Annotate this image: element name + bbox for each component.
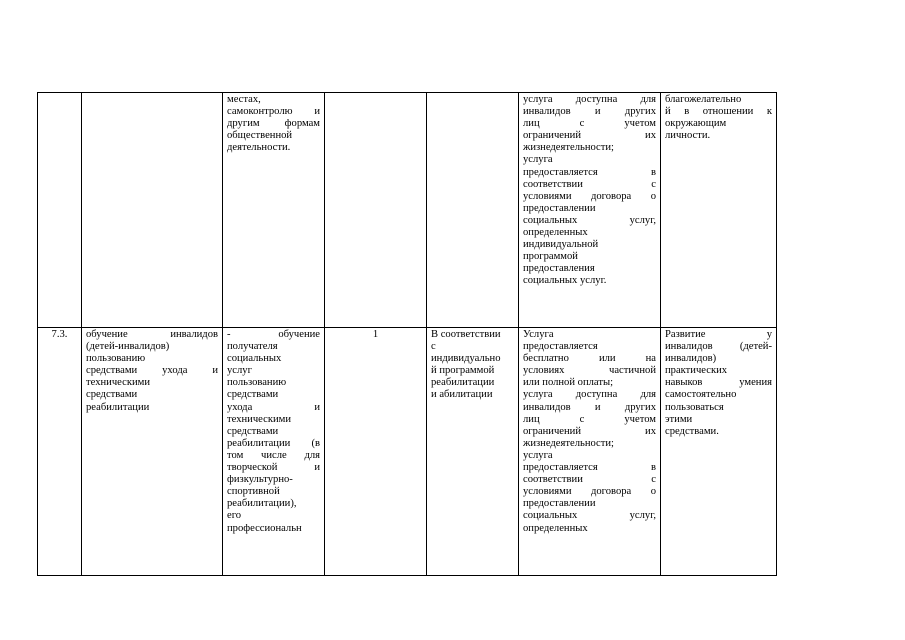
- cell-volume: 1: [325, 328, 427, 576]
- cell-service-content: - обучение получателя социальных услуг пользованию средствами ухода и техническими средствами реабилитации (в том числе для творческой и физкультурно- спортивной реабилитации), его профессиональн: [223, 328, 325, 576]
- table-row: [38, 93, 777, 328]
- cell-service-name: обучение инвалидов (детей-инвалидов) пользованию средствами ухода и техническими средствами реабилитации: [82, 328, 223, 576]
- cell-period: В соответствии с индивидуально й программой реабилитации и абилитации: [427, 328, 519, 576]
- cell-conditions: услуга доступна для инвалидов и других лиц с учетом ограничений их жизнедеятельности; услуга предоставляется в соответствии с условиями договора о предоставлении социальных услуг, определенных индивидуальной программой предоставления социальных услуг.: [519, 93, 661, 328]
- cell-result: Развитие у инвалидов (детей- инвалидов) практических навыков умения самостоятельно пользоваться этими средствами.: [661, 328, 777, 576]
- cell-number: 7.3.: [38, 328, 82, 576]
- cell-service-name: [82, 93, 223, 328]
- table-row: [38, 328, 777, 576]
- services-table: [37, 92, 777, 576]
- cell-period: [427, 93, 519, 328]
- cell-number: [38, 93, 82, 328]
- cell-conditions: Услуга предоставляется бесплатно или на условиях частичной или полной оплаты; услуга доступна для инвалидов и других лиц с учетом ограничений их жизнедеятельности; услуга предоставляется в соответствии с условиями договора о предоставлении социальных услуг, определенных: [519, 328, 661, 576]
- cell-result: благожелательно й в отношении к окружающим личности.: [661, 93, 777, 328]
- cell-service-content: местах, самоконтролю и другим формам общественной деятельности.: [223, 93, 325, 328]
- cell-volume: [325, 93, 427, 328]
